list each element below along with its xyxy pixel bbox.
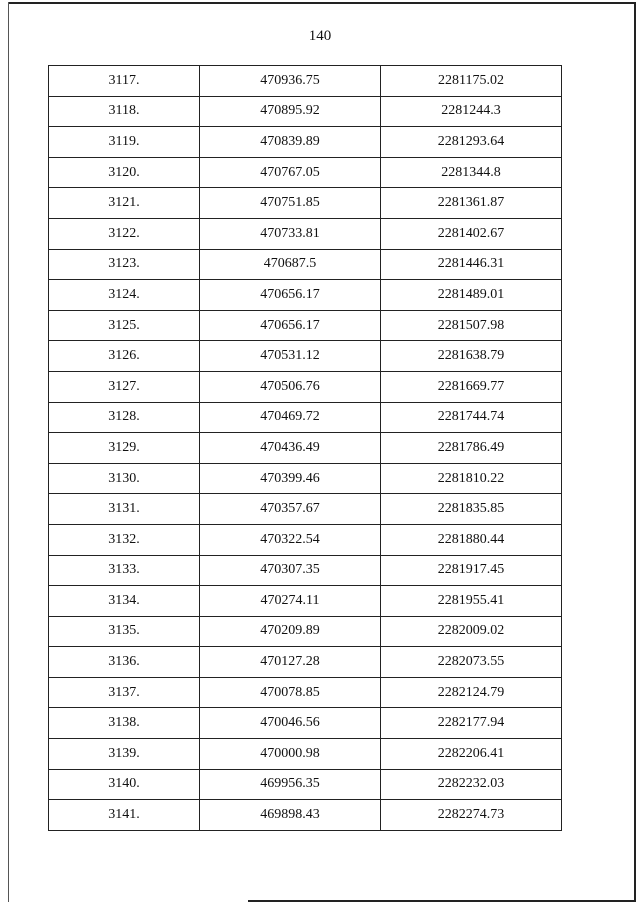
table-row bbox=[49, 708, 562, 739]
point-number-cell: 3139. bbox=[49, 739, 200, 770]
y-coordinate-cell: 2282009.02 bbox=[381, 616, 562, 647]
point-number-cell: 3119. bbox=[49, 127, 200, 158]
y-coordinate-cell: 2281917.45 bbox=[381, 555, 562, 586]
y-coordinate-cell: 2282124.79 bbox=[381, 677, 562, 708]
y-coordinate-cell: 2282206.41 bbox=[381, 739, 562, 770]
point-number-cell: 3132. bbox=[49, 524, 200, 555]
x-coordinate-cell: 470127.28 bbox=[200, 647, 381, 678]
point-number-cell: 3123. bbox=[49, 249, 200, 280]
point-number-cell: 3117. bbox=[49, 66, 200, 97]
point-number-cell: 3135. bbox=[49, 616, 200, 647]
x-coordinate-cell: 469956.35 bbox=[200, 769, 381, 800]
y-coordinate-cell: 2281669.77 bbox=[381, 371, 562, 402]
point-number-cell: 3141. bbox=[49, 800, 200, 831]
point-number-cell: 3138. bbox=[49, 708, 200, 739]
x-coordinate-cell: 470046.56 bbox=[200, 708, 381, 739]
point-number-cell: 3136. bbox=[49, 647, 200, 678]
table-row bbox=[49, 677, 562, 708]
x-coordinate-cell: 470399.46 bbox=[200, 463, 381, 494]
x-coordinate-cell: 470656.17 bbox=[200, 280, 381, 311]
x-coordinate-cell: 470506.76 bbox=[200, 371, 381, 402]
table-row bbox=[49, 402, 562, 433]
y-coordinate-cell: 2282073.55 bbox=[381, 647, 562, 678]
x-coordinate-cell: 470274.11 bbox=[200, 586, 381, 617]
table-row bbox=[49, 555, 562, 586]
x-coordinate-cell: 470078.85 bbox=[200, 677, 381, 708]
x-coordinate-cell: 470733.81 bbox=[200, 218, 381, 249]
table-row bbox=[49, 310, 562, 341]
point-number-cell: 3120. bbox=[49, 157, 200, 188]
point-number-cell: 3127. bbox=[49, 371, 200, 402]
table-row bbox=[49, 341, 562, 372]
point-number-cell: 3128. bbox=[49, 402, 200, 433]
y-coordinate-cell: 2281244.3 bbox=[381, 96, 562, 127]
table-row bbox=[49, 371, 562, 402]
x-coordinate-cell: 470839.89 bbox=[200, 127, 381, 158]
x-coordinate-cell: 470767.05 bbox=[200, 157, 381, 188]
point-number-cell: 3131. bbox=[49, 494, 200, 525]
point-number-cell: 3133. bbox=[49, 555, 200, 586]
table-row bbox=[49, 188, 562, 219]
page-border-bottom bbox=[248, 900, 636, 902]
y-coordinate-cell: 2281402.67 bbox=[381, 218, 562, 249]
table-row bbox=[49, 800, 562, 831]
point-number-cell: 3130. bbox=[49, 463, 200, 494]
table-row bbox=[49, 524, 562, 555]
table-row bbox=[49, 249, 562, 280]
x-coordinate-cell: 470687.5 bbox=[200, 249, 381, 280]
y-coordinate-cell: 2281344.8 bbox=[381, 157, 562, 188]
table-row bbox=[49, 769, 562, 800]
x-coordinate-cell: 470000.98 bbox=[200, 739, 381, 770]
coordinates-table-body bbox=[49, 66, 562, 831]
y-coordinate-cell: 2281638.79 bbox=[381, 341, 562, 372]
table-row bbox=[49, 96, 562, 127]
y-coordinate-cell: 2281175.02 bbox=[381, 66, 562, 97]
y-coordinate-cell: 2281744.74 bbox=[381, 402, 562, 433]
y-coordinate-cell: 2281880.44 bbox=[381, 524, 562, 555]
coordinates-table bbox=[48, 65, 562, 831]
y-coordinate-cell: 2281786.49 bbox=[381, 433, 562, 464]
table-row bbox=[49, 433, 562, 464]
y-coordinate-cell: 2281293.64 bbox=[381, 127, 562, 158]
point-number-cell: 3137. bbox=[49, 677, 200, 708]
point-number-cell: 3121. bbox=[49, 188, 200, 219]
x-coordinate-cell: 470307.35 bbox=[200, 555, 381, 586]
x-coordinate-cell: 470936.75 bbox=[200, 66, 381, 97]
x-coordinate-cell: 470469.72 bbox=[200, 402, 381, 433]
y-coordinate-cell: 2281835.85 bbox=[381, 494, 562, 525]
x-coordinate-cell: 469898.43 bbox=[200, 800, 381, 831]
x-coordinate-cell: 470656.17 bbox=[200, 310, 381, 341]
table-row bbox=[49, 157, 562, 188]
table-row bbox=[49, 463, 562, 494]
x-coordinate-cell: 470895.92 bbox=[200, 96, 381, 127]
y-coordinate-cell: 2281810.22 bbox=[381, 463, 562, 494]
page-border-right bbox=[634, 2, 636, 902]
point-number-cell: 3118. bbox=[49, 96, 200, 127]
x-coordinate-cell: 470531.12 bbox=[200, 341, 381, 372]
table-row bbox=[49, 127, 562, 158]
point-number-cell: 3140. bbox=[49, 769, 200, 800]
y-coordinate-cell: 2281361.87 bbox=[381, 188, 562, 219]
y-coordinate-cell: 2281955.41 bbox=[381, 586, 562, 617]
y-coordinate-cell: 2282177.94 bbox=[381, 708, 562, 739]
point-number-cell: 3122. bbox=[49, 218, 200, 249]
y-coordinate-cell: 2281446.31 bbox=[381, 249, 562, 280]
x-coordinate-cell: 470436.49 bbox=[200, 433, 381, 464]
point-number-cell: 3125. bbox=[49, 310, 200, 341]
table-row bbox=[49, 647, 562, 678]
y-coordinate-cell: 2281489.01 bbox=[381, 280, 562, 311]
point-number-cell: 3129. bbox=[49, 433, 200, 464]
x-coordinate-cell: 470322.54 bbox=[200, 524, 381, 555]
table-row bbox=[49, 739, 562, 770]
point-number-cell: 3124. bbox=[49, 280, 200, 311]
page-border-left bbox=[8, 2, 9, 902]
page-number: 140 bbox=[308, 28, 332, 44]
table-row bbox=[49, 280, 562, 311]
table-row bbox=[49, 66, 562, 97]
y-coordinate-cell: 2282232.03 bbox=[381, 769, 562, 800]
x-coordinate-cell: 470357.67 bbox=[200, 494, 381, 525]
point-number-cell: 3126. bbox=[49, 341, 200, 372]
y-coordinate-cell: 2282274.73 bbox=[381, 800, 562, 831]
table-row bbox=[49, 616, 562, 647]
table-row bbox=[49, 586, 562, 617]
table-row bbox=[49, 218, 562, 249]
point-number-cell: 3134. bbox=[49, 586, 200, 617]
x-coordinate-cell: 470751.85 bbox=[200, 188, 381, 219]
y-coordinate-cell: 2281507.98 bbox=[381, 310, 562, 341]
x-coordinate-cell: 470209.89 bbox=[200, 616, 381, 647]
page-border-top bbox=[8, 2, 634, 4]
table-row bbox=[49, 494, 562, 525]
